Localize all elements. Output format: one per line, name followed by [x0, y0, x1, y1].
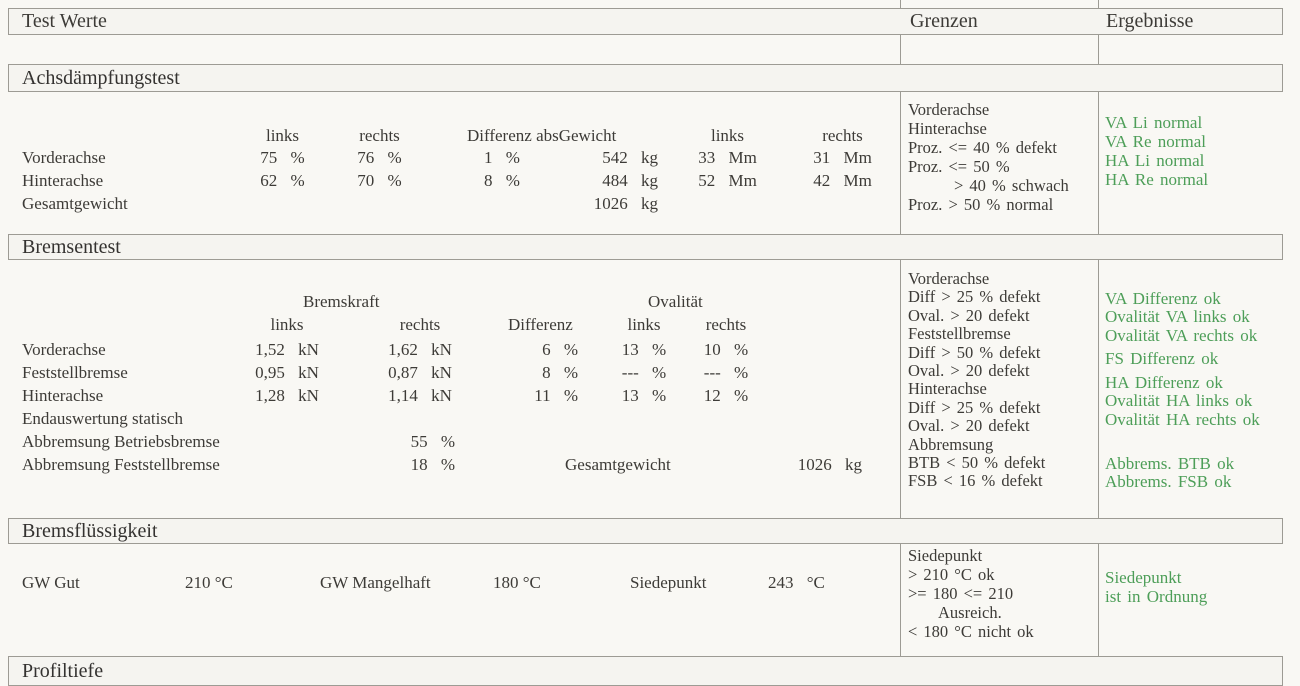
limit-line: FSB < 16 % defekt — [908, 471, 1043, 491]
limit-line: Feststellbremse — [908, 324, 1011, 344]
section-band-bremsfluessigkeit — [8, 518, 1283, 544]
bremsen-value-cell: 13 % — [621, 386, 667, 405]
bremsen-row-label: Hinterachse — [22, 386, 104, 405]
section-title-achsdaempfungstest: Achsdämpfungstest — [22, 67, 180, 89]
fluid-limits — [908, 546, 1034, 641]
bremsen-value-cell: 1,52 kN — [255, 340, 319, 359]
limit-line: Vorderachse — [908, 269, 990, 288]
achs-value-cell: 31 Mm — [813, 148, 872, 167]
section-title-profiltiefe: Profiltiefe — [22, 660, 104, 682]
achs-row-label: Hinterachse — [22, 171, 104, 190]
result-line: HA Li normal — [1105, 151, 1205, 170]
result-line: ist in Ordnung — [1105, 587, 1208, 606]
bremsen-group-ovalitaet: Ovalität — [648, 292, 703, 311]
limit-line: Hinterachse — [908, 119, 987, 138]
result-line: HA Differenz ok — [1105, 373, 1223, 392]
section-title-bremsentest: Bremsentest — [22, 236, 121, 258]
bremsen-value-cell: 12 % — [703, 386, 749, 405]
achs-total-label: Gesamtgewicht — [22, 194, 128, 213]
bremsen-value-cell: 13 % — [621, 340, 667, 359]
limit-line: Diff > 25 % defekt — [908, 287, 1041, 307]
limit-line: Abbremsung — [908, 434, 994, 454]
bremsen-row-btb-label: Abbremsung Betriebsbremse — [22, 432, 220, 451]
bremsen-row-label: Feststellbremse — [22, 363, 128, 382]
result-line: VA Differenz ok — [1105, 289, 1221, 308]
result-line: FS Differenz ok — [1105, 349, 1219, 368]
achs-value-cell: 1 % — [484, 148, 520, 167]
bremsen-results-va — [1105, 290, 1257, 345]
section-title-bremsfluessigkeit: Bremsflüssigkeit — [22, 520, 158, 542]
fluid-gw-gut-value: 210 °C — [185, 573, 233, 592]
bremsen-value-cell: 6 % — [542, 340, 578, 359]
bremsen-value-cell: 1,28 kN — [255, 386, 319, 405]
achs-value-cell: 70 % — [357, 171, 402, 190]
bremsen-total-label: Gesamtgewicht — [565, 455, 671, 474]
result-line: Ovalität VA rechts ok — [1105, 325, 1258, 345]
limit-line: Oval. > 20 defekt — [908, 416, 1030, 436]
limit-line: < 180 °C nicht ok — [908, 622, 1034, 641]
achs-header-rechts-mm: rechts — [822, 126, 863, 145]
column-header-grenzen: Grenzen — [910, 10, 978, 32]
bremsen-group-bremskraft: Bremskraft — [303, 292, 380, 311]
result-line: Ovalität VA links ok — [1105, 307, 1250, 327]
bremsen-value-cell: --- % — [703, 363, 749, 382]
bremsen-row-fsb-label: Abbremsung Feststellbremse — [22, 455, 220, 474]
limit-line: Proz. <= 40 % defekt — [908, 138, 1057, 157]
bremsen-header-rechts: rechts — [399, 315, 441, 334]
limit-line: > 210 °C ok — [908, 565, 995, 584]
bremsen-value-cell: 10 % — [703, 340, 749, 359]
achs-results — [1105, 113, 1208, 189]
limit-line: Hinterachse — [908, 379, 987, 399]
limit-line: Proz. <= 50 % — [908, 157, 1010, 176]
section-band-profiltiefe — [8, 656, 1283, 686]
limit-line: Oval. > 20 defekt — [908, 305, 1030, 325]
bremsen-value-cell: 0,87 kN — [388, 363, 452, 382]
achs-header-links: links — [265, 126, 300, 145]
achs-header-differenz-gewicht: Differenz absGewicht — [467, 126, 617, 145]
limit-line: Diff > 25 % defekt — [908, 397, 1041, 417]
result-line: Ovalität HA rechts ok — [1105, 409, 1260, 429]
achs-header-rechts: rechts — [359, 126, 400, 145]
bremsen-value-cell: 0,95 kN — [255, 363, 319, 382]
result-line: HA Re normal — [1105, 170, 1209, 189]
limit-line: Siedepunkt — [908, 546, 983, 565]
achs-value-cell: 542 kg — [602, 148, 658, 167]
result-line: VA Li normal — [1105, 113, 1203, 132]
achs-value-cell: 42 Mm — [813, 171, 872, 190]
bremsen-value-cell: --- % — [621, 363, 667, 382]
bremsen-value-cell: 11 % — [534, 386, 578, 405]
limit-line: Diff > 50 % defekt — [908, 342, 1041, 362]
result-line: Siedepunkt — [1105, 568, 1182, 587]
section-band-achsdaempfungstest — [8, 64, 1283, 92]
achs-value-cell: 62 % — [260, 171, 305, 190]
achs-value-cell: 52 Mm — [698, 171, 757, 190]
bremsen-header-links: links — [270, 315, 304, 334]
achs-total-value: 1026 kg — [593, 194, 658, 213]
limit-line: >= 180 <= 210 — [908, 584, 1014, 603]
limit-line: BTB < 50 % defekt — [908, 453, 1046, 473]
bremsen-row-endauswertung: Endauswertung statisch — [22, 409, 183, 428]
achs-row-label: Vorderachse — [22, 148, 106, 167]
limit-line: Ausreich. — [938, 603, 1002, 622]
fluid-gw-mangel-value: 180 °C — [493, 573, 541, 592]
bremsen-limits — [908, 270, 1045, 491]
column-divider-ergebnisse — [1098, 0, 1099, 680]
result-line: Abbrems. BTB ok — [1105, 454, 1235, 473]
section-band-bremsentest — [8, 234, 1283, 260]
limit-line: Oval. > 20 defekt — [908, 361, 1030, 381]
result-line: Abbrems. FSB ok — [1105, 472, 1232, 492]
achs-value-cell: 33 Mm — [698, 148, 757, 167]
limit-line: Vorderachse — [908, 100, 990, 119]
limit-line: Proz. > 50 % normal — [908, 195, 1054, 214]
bremsen-header-oval-links: links — [627, 315, 661, 334]
achs-value-cell: 76 % — [357, 148, 402, 167]
result-line: Ovalität HA links ok — [1105, 391, 1253, 411]
fluid-siedepunkt-value: 243 °C — [768, 573, 825, 592]
achs-value-cell: 484 kg — [602, 171, 658, 190]
fluid-results — [1105, 568, 1207, 606]
header-band — [8, 8, 1283, 35]
achs-header-links-mm: links — [710, 126, 745, 145]
column-header-ergebnisse: Ergebnisse — [1106, 10, 1194, 32]
fluid-siedepunkt-label: Siedepunkt — [630, 573, 707, 592]
bremsen-total-value: 1026 kg — [797, 455, 862, 474]
column-header-test-werte: Test Werte — [22, 10, 107, 32]
limit-line: > 40 % schwach — [954, 176, 1069, 195]
bremsen-btb-value: 55 % — [410, 432, 455, 451]
bremsen-value-cell: 8 % — [542, 363, 578, 382]
bremsen-row-label: Vorderachse — [22, 340, 106, 359]
achs-value-cell: 75 % — [260, 148, 305, 167]
bremsen-header-differenz: Differenz — [508, 315, 573, 334]
fluid-gw-mangel-label: GW Mangelhaft — [320, 573, 431, 592]
bremsen-fsb-value: 18 % — [410, 455, 455, 474]
bremsen-header-oval-rechts: rechts — [705, 315, 747, 334]
bremsen-results-abbrems — [1105, 455, 1234, 492]
achs-limits — [908, 100, 1069, 214]
column-divider-grenzen — [900, 0, 901, 680]
bremsen-results-ha — [1105, 374, 1260, 429]
bremsen-value-cell: 1,14 kN — [388, 386, 452, 405]
achs-value-cell: 8 % — [484, 171, 520, 190]
bremsen-results-fs — [1105, 350, 1218, 368]
fluid-gw-gut-label: GW Gut — [22, 573, 80, 592]
result-line: VA Re normal — [1105, 132, 1206, 151]
bremsen-value-cell: 1,62 kN — [388, 340, 452, 359]
